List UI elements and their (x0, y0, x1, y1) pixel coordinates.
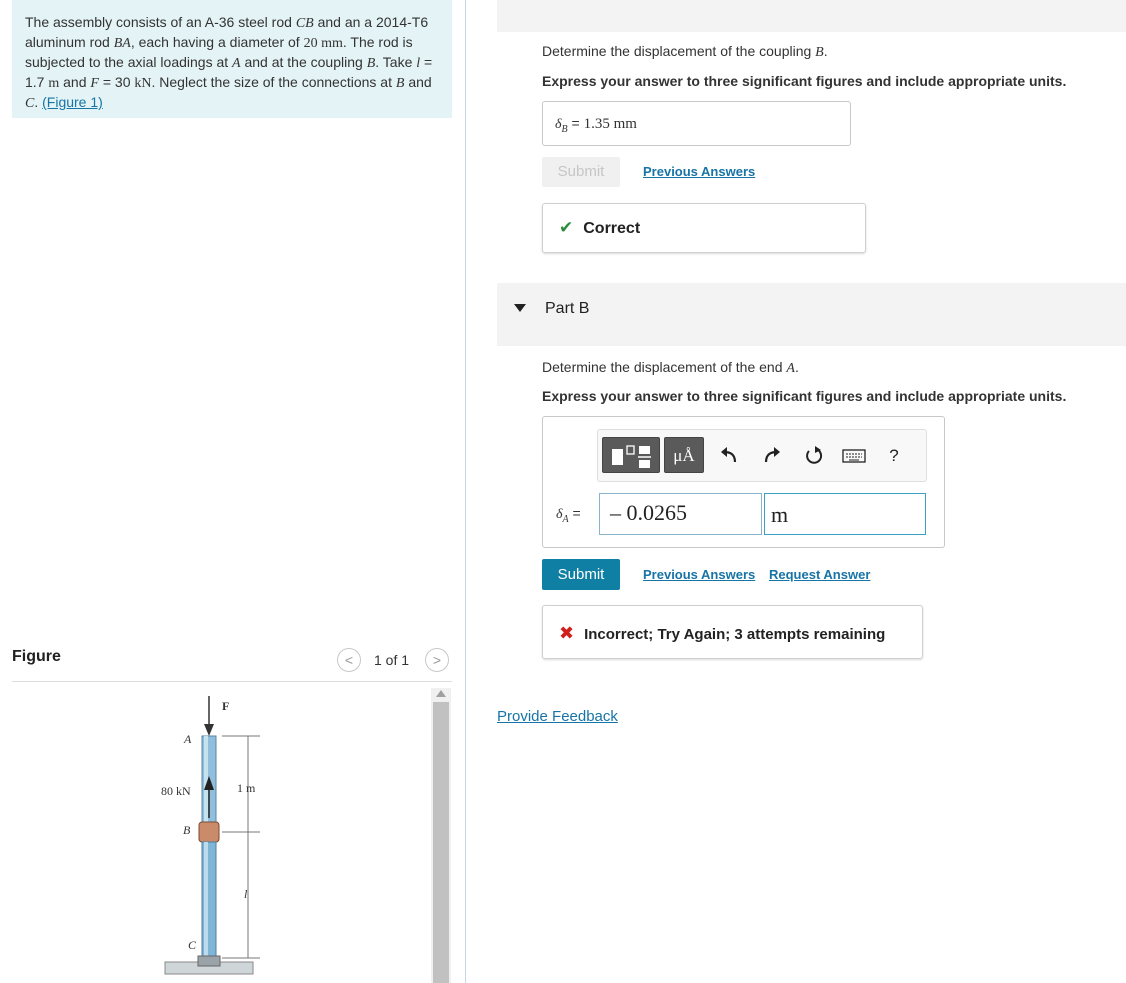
incorrect-text: Incorrect; Try Again; 3 attempts remaining (584, 626, 886, 643)
redo-button[interactable] (754, 438, 790, 474)
provide-feedback-link[interactable]: Provide Feedback (497, 708, 618, 725)
delta-symbol: δ (556, 507, 563, 522)
problem-var: BA (113, 36, 131, 51)
scrollbar-thumb[interactable] (433, 702, 449, 983)
problem-text: and (404, 74, 432, 90)
problem-var: F (90, 76, 99, 91)
problem-text: . Neglect the size of the connections at (151, 74, 396, 90)
figure-pager-count: 1 of 1 (374, 652, 410, 668)
part-a-answer-value: 1.35 mm (583, 116, 637, 132)
value-input[interactable]: – 0.0265 (599, 493, 762, 535)
math-toolbar (597, 429, 927, 482)
checkmark-icon: ✔ (559, 218, 574, 237)
force-f-arrowhead (204, 724, 214, 736)
problem-unit: m (48, 76, 60, 91)
question-text: . (823, 43, 828, 59)
problem-var: CB (295, 16, 314, 31)
label-80kn: 80 kN (161, 784, 191, 798)
x-mark-icon: ✖ (559, 623, 575, 643)
problem-text: = 30 (98, 74, 135, 90)
previous-figure-button[interactable] (337, 648, 361, 672)
keyboard-button[interactable] (836, 438, 872, 474)
part-a-header-band (497, 0, 1126, 32)
part-b-header[interactable] (497, 283, 1126, 346)
reset-icon (796, 438, 832, 474)
problem-statement (12, 0, 452, 118)
request-answer-link[interactable]: Request Answer (769, 567, 871, 582)
units-button[interactable]: μÅ (664, 437, 704, 473)
part-b-feedback-incorrect (542, 605, 923, 659)
undo-button[interactable] (712, 438, 748, 474)
problem-var: B (366, 56, 376, 71)
delta-a-label (556, 505, 581, 525)
help-button[interactable]: ? (889, 446, 899, 465)
redo-icon (754, 438, 790, 474)
question-text: Determine the displacement of the end (542, 359, 787, 375)
delta-subscript: B (561, 123, 568, 135)
problem-var: A (232, 56, 241, 71)
part-a-feedback-correct (542, 203, 866, 253)
delta-symbol: δ (555, 117, 562, 132)
delta-subscript: A (562, 513, 569, 525)
part-b-question (542, 359, 799, 377)
figure-scrollbar[interactable] (431, 688, 451, 983)
chevron-left-icon: < (344, 652, 354, 668)
question-text: Determine the displacement of the coupling (542, 43, 816, 59)
label-f: F (222, 699, 230, 713)
part-b-previous-answers-link[interactable]: Previous Answers (643, 567, 756, 582)
problem-text: and (59, 74, 91, 90)
equals-sign: = (568, 505, 581, 521)
base-clamp (198, 956, 220, 966)
template-icon (603, 438, 661, 474)
problem-unit: kN (134, 76, 152, 91)
part-b-instruction: Express your answer to three significant figures and include appropriate units. (542, 388, 1067, 404)
figure-header (12, 640, 452, 682)
template-button[interactable] (602, 437, 660, 473)
problem-text: and an a 2014-T6 aluminum rod (25, 14, 429, 50)
chevron-right-icon: > (432, 652, 442, 668)
reset-button[interactable] (796, 438, 832, 474)
problem-text: = 1.7 (25, 54, 433, 90)
label-b: B (183, 823, 191, 837)
part-b-answer-box (542, 416, 945, 548)
label-l: l (244, 887, 248, 901)
label-a: A (184, 732, 192, 746)
problem-text: , each having a diameter of (130, 34, 304, 50)
problem-text: . (34, 94, 43, 110)
equals-sign: = (567, 115, 584, 131)
problem-text: and at the coupling (240, 54, 367, 70)
question-var: B (815, 45, 824, 60)
part-a-submit-button-disabled: Submit (542, 157, 620, 187)
problem-pane (0, 0, 466, 983)
part-b-submit-button[interactable]: Submit (542, 559, 620, 590)
question-text: . (794, 359, 799, 375)
problem-text: . Take (375, 54, 417, 70)
problem-var: C (25, 96, 35, 111)
rod-highlight (204, 842, 208, 958)
figure-link[interactable]: (Figure 1) (42, 94, 103, 110)
question-var: A (786, 361, 795, 376)
problem-value: 20 mm (303, 36, 343, 51)
part-a-instruction: Express your answer to three significant figures and include appropriate units. (542, 73, 1067, 89)
collapse-triangle-icon[interactable] (514, 304, 526, 312)
problem-text: . The rod is subjected to the axial loadings at (25, 34, 413, 70)
coupling-b (199, 822, 219, 842)
keyboard-icon (836, 438, 872, 474)
label-1m: 1 m (237, 781, 256, 795)
figure-image (12, 686, 452, 983)
figure-title: Figure (12, 648, 61, 665)
question-pane (497, 0, 1126, 983)
rod-assembly-diagram (12, 686, 432, 983)
scroll-up-icon[interactable] (436, 690, 446, 697)
correct-text: Correct (583, 220, 641, 237)
undo-icon (712, 438, 748, 474)
problem-var: B (395, 76, 405, 91)
label-c: C (188, 938, 197, 952)
problem-var: l (416, 56, 421, 71)
problem-text: The assembly consists of an A-36 steel rod (25, 14, 296, 30)
rod-highlight (204, 736, 208, 822)
part-b-title: Part B (545, 300, 590, 317)
unit-input[interactable]: m (764, 493, 926, 535)
part-a-previous-answers-link[interactable]: Previous Answers (643, 164, 756, 179)
part-a-answer-display (542, 101, 851, 146)
next-figure-button[interactable] (425, 648, 449, 672)
part-a-question (542, 43, 828, 61)
